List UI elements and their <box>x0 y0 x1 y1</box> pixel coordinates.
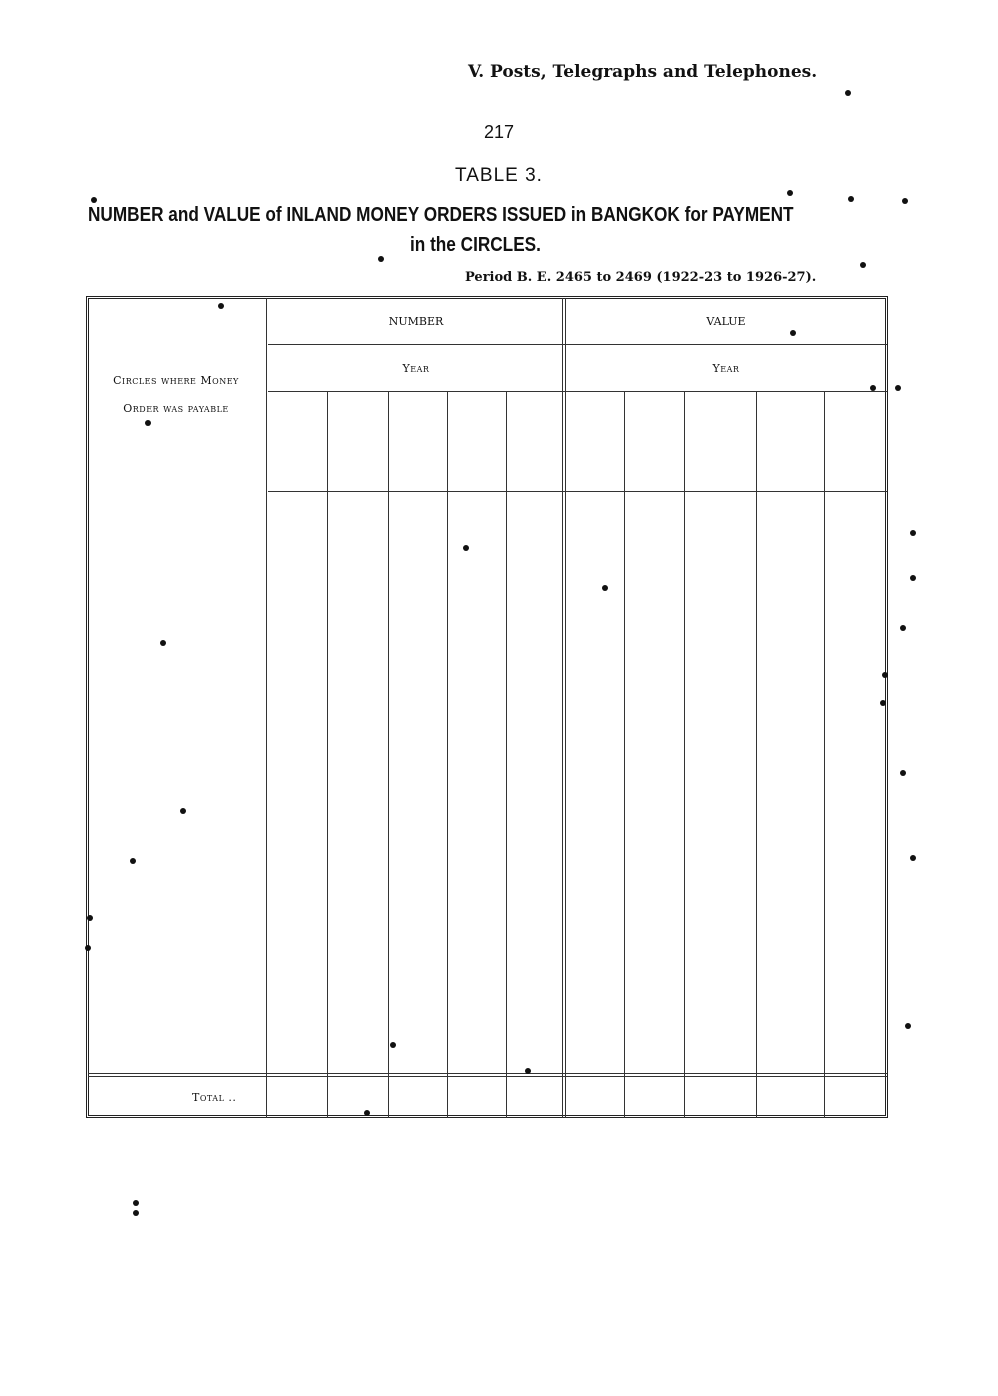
value-group-heading: VALUE <box>706 315 746 328</box>
grid-hline <box>268 491 887 492</box>
scan-speck <box>905 1023 911 1029</box>
table-title: NUMBER and VALUE of INLAND MONEY ORDERS ISSUED in BANGKOK for PAYMENT <box>88 204 794 226</box>
scan-speck <box>910 530 916 536</box>
stub-heading-line2: Order was payable <box>123 402 229 415</box>
scan-speck <box>790 330 796 336</box>
scan-speck <box>133 1210 139 1216</box>
scan-speck <box>180 808 186 814</box>
table-frame <box>86 296 888 1118</box>
scan-speck <box>910 575 916 581</box>
scan-speck <box>870 385 876 391</box>
grid-vline <box>824 392 825 1118</box>
scan-speck <box>882 672 888 678</box>
number-group-heading: NUMBER <box>388 315 444 328</box>
scan-speck <box>900 770 906 776</box>
scan-speck <box>378 256 384 262</box>
scan-speck <box>160 640 166 646</box>
scan-speck <box>787 190 793 196</box>
scan-speck <box>910 855 916 861</box>
scan-speck <box>845 90 851 96</box>
section-heading: V. Posts, Telegraphs and Telephones. <box>468 62 818 82</box>
scan-speck <box>860 262 866 268</box>
grid-vline <box>756 392 757 1118</box>
grid-vline <box>506 392 507 1118</box>
table-title-line2: in the CIRCLES. <box>410 234 541 256</box>
scan-speck <box>91 197 97 203</box>
scan-speck <box>85 945 91 951</box>
scan-speck <box>463 545 469 551</box>
value-year-label: Year <box>712 362 740 375</box>
scan-speck <box>525 1068 531 1074</box>
scan-speck <box>218 303 224 309</box>
grid-vline <box>447 392 448 1118</box>
grid-vline <box>327 392 328 1118</box>
grid-hline <box>88 1073 887 1074</box>
scan-speck <box>130 858 136 864</box>
scan-speck <box>602 585 608 591</box>
scan-speck <box>895 385 901 391</box>
grid-vline <box>624 392 625 1118</box>
grid-vline <box>562 298 563 1118</box>
table-label: TABLE 3. <box>455 165 543 186</box>
grid-hline <box>88 1076 887 1077</box>
page-number: 217 <box>483 122 515 142</box>
period-line: Period B. E. 2465 to 2469 (1922-23 to 1926-27). <box>465 270 817 285</box>
scan-speck <box>900 625 906 631</box>
grid-vline <box>565 298 566 1118</box>
scan-speck <box>133 1200 139 1206</box>
grid-hline <box>268 391 887 392</box>
scan-speck <box>902 198 908 204</box>
total-label: Total .. <box>192 1091 237 1104</box>
stub-heading-line1: Circles where Money <box>113 374 239 387</box>
scan-speck <box>87 915 93 921</box>
scan-speck <box>848 196 854 202</box>
scan-speck <box>390 1042 396 1048</box>
scan-speck <box>364 1110 370 1116</box>
scan-speck <box>880 700 886 706</box>
scan-speck <box>145 420 151 426</box>
grid-vline <box>684 392 685 1118</box>
grid-vline <box>266 298 267 1118</box>
grid-hline <box>268 344 887 345</box>
grid-vline <box>388 392 389 1118</box>
number-year-label: Year <box>402 362 430 375</box>
